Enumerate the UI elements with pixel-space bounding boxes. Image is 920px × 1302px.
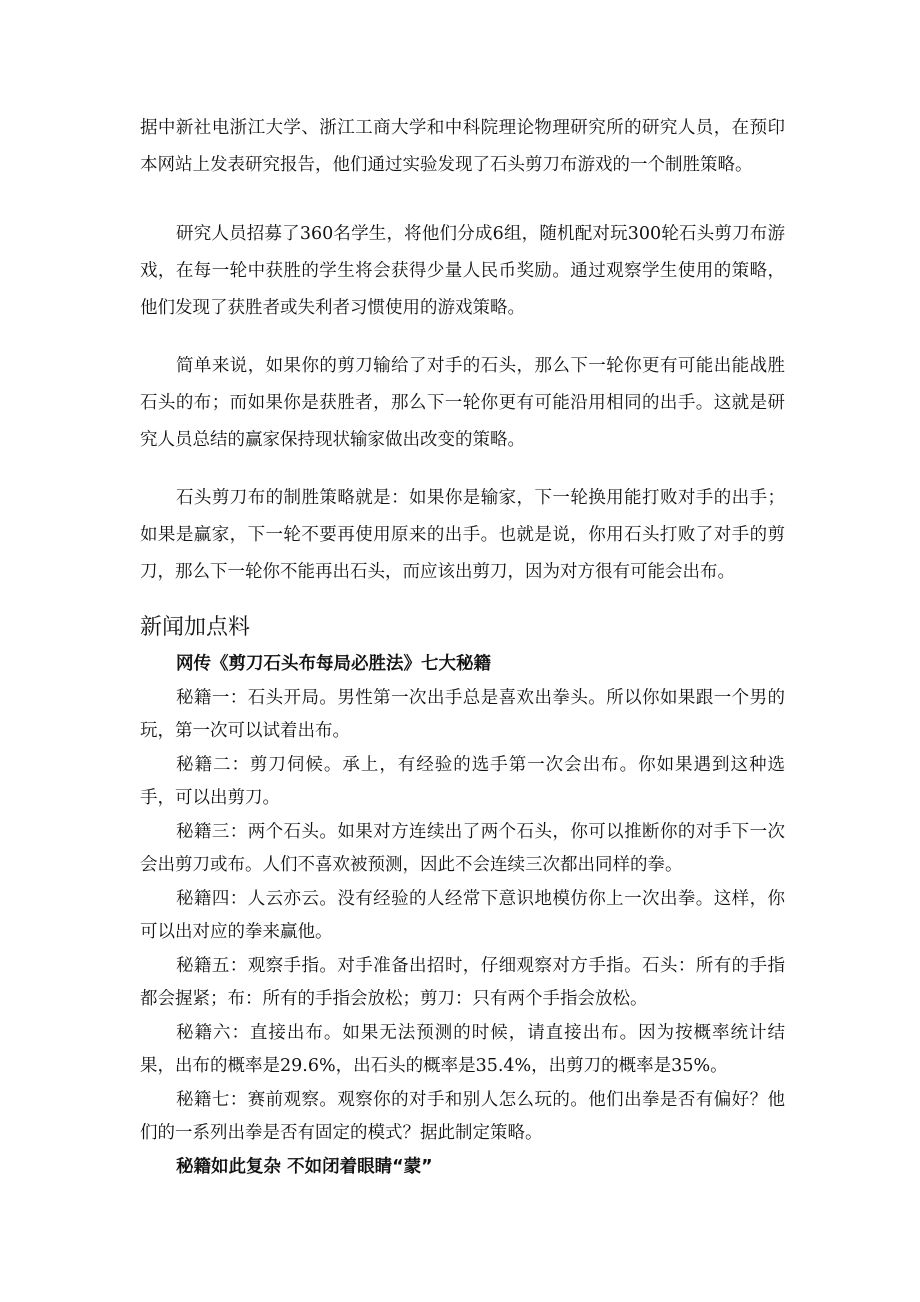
tip-item: 秘籍七：赛前观察。观察你的对手和别人怎么玩的。他们出拳是否有偏好？他们的一系列出拳是否有固定的模式？据此制定策略。: [140, 1089, 785, 1143]
tip-item: 秘籍一：石头开局。男性第一次出手总是喜欢出拳头。所以你如果跟一个男的玩，第一次可以试着出布。: [140, 687, 785, 741]
article-paragraph-2: 研究人员招募了360名学生，将他们分成6组，随机配对玩300轮石头剪刀布游戏，在每一轮中获胜的学生将会获得少量人民币奖励。通过观察学生使用的策略，他们发现了获胜者或失利者习惯使用的游戏策略。: [140, 224, 785, 318]
article-paragraph-4: 石头剪刀布的制胜策略就是：如果你是输家，下一轮换用能打败对手的出手；如果是赢家，下一轮不要再使用原来的出手。也就是说，你用石头打败了对手的剪刀，那么下一轮你不能再出石头，而应该出剪刀，因为对方很有可能会出布。: [140, 488, 785, 582]
tips-subtitle: 网传《剪刀石头布每局必胜法》七大秘籍: [176, 654, 491, 674]
tip-item: 秘籍二：剪刀伺候。承上，有经验的选手第一次会出布。你如果遇到这种选手，可以出剪刀。: [140, 754, 785, 808]
tip-item: 秘籍六：直接出布。如果无法预测的时候，请直接出布。因为按概率统计结果，出布的概率是29.6%，出石头的概率是35.4%，出剪刀的概率是35%。: [140, 1022, 785, 1076]
article-paragraph-3: 简单来说，如果你的剪刀输给了对手的石头，那么下一轮你更有可能出能战胜石头的布；而如果你是获胜者，那么下一轮你更有可能沿用相同的出手。这就是研究人员总结的赢家保持现状输家做出改变的策略。: [140, 356, 785, 450]
closing-heading: 秘籍如此复杂 不如闭着眼睛“蒙”: [176, 1156, 433, 1177]
tip-item: 秘籍四：人云亦云。没有经验的人经常下意识地模仿你上一次出拳。这样，你可以出对应的拳来赢他。: [140, 888, 785, 942]
tip-item: 秘籍五：观察手指。对手准备出招时，仔细观察对方手指。石头：所有的手指都会握紧；布：所有的手指会放松；剪刀：只有两个手指会放松。: [140, 955, 785, 1009]
tips-list: [140, 648, 785, 1184]
tip-item: 秘籍三：两个石头。如果对方连续出了两个石头，你可以推断你的对手下一次会出剪刀或布。人们不喜欢被预测，因此不会连续三次都出同样的拳。: [140, 821, 785, 875]
section-title: 新闻加点料: [140, 615, 251, 640]
article-paragraph-1: 据中新社电浙江大学、浙江工商大学和中科院理论物理研究所的研究人员，在预印本网站上发表研究报告，他们通过实验发现了石头剪刀布游戏的一个制胜策略。: [140, 118, 785, 175]
